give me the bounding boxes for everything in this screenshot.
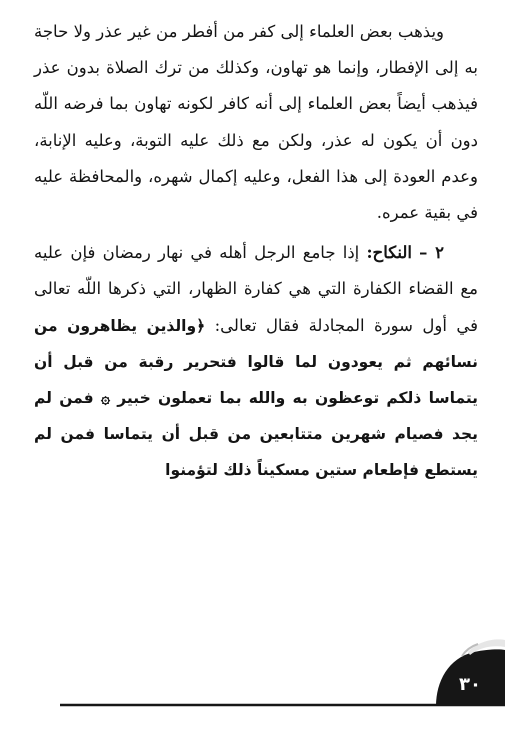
footer-ornament: [0, 636, 505, 736]
section-number: ٢ –: [419, 243, 445, 263]
section-title: النكاح:: [366, 243, 412, 263]
paragraph: [34, 235, 478, 488]
paragraph-text: إذا جامع الرجل أهله في نهار رمضان فإن عليه مع القضاء الكفارة التي هي كفارة الظهار، التي ذكرها اللّه تعالى في أول سورة المجادلة فقال تعالى:: [34, 243, 478, 335]
page-number: ٣٠: [459, 674, 481, 695]
page-footer: [0, 636, 505, 736]
quran-verse: ﴿والذين يظاهرون من نسائهم ثم يعودون لما قالوا فتحرير رقبة من قبل أن يتماسا ذلكم توعظون به والله بما تعملون خبير ۞ فمن لم يجد فصيام شهرين متتابعين من قبل أن يتماسا فمن لم يستطع فإطعام ستين مسكيناً ذلك لتؤمنوا: [34, 316, 478, 480]
paragraph: ويذهب بعض العلماء إلى كفر من أفطر من غير عذر ولا حاجة به إلى الإفطار، وإنما هو تهاون، وكذلك من ترك الصلاة بدون عذر فيذهب أيضاً بعض العلماء إلى أنه كافر لكونه تهاون بما فرضه اللّه دون أن يكون له عذر، ولكن مع ذلك عليه التوبة، وعليه الإنابة، وعدم العودة إلى هذا الفعل، وعليه إكمال شهره، والمحافظة عليه في بقية عمره.: [34, 22, 478, 223]
page-body: [34, 14, 478, 489]
